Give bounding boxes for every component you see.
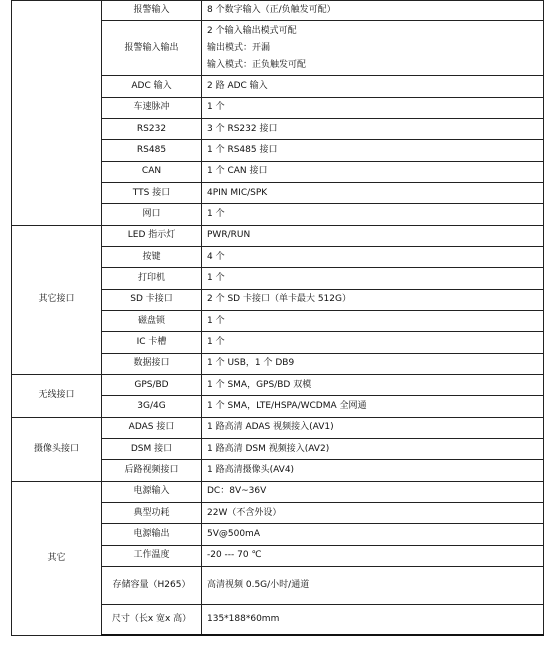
value-line: DC：8V~36V (207, 486, 267, 497)
item-cell: SD 卡接口 (102, 289, 202, 310)
value-cell (202, 503, 544, 524)
item-cell: RS232 (102, 118, 202, 139)
value-cell (202, 332, 544, 353)
item-cell: 尺寸（长x 宽x 高） (102, 604, 202, 635)
item-cell: 按键 (102, 246, 202, 267)
value-line: 8 个数字输入（正/负触发可配） (207, 5, 336, 16)
value-cell (202, 289, 544, 310)
value-line: 135*188*60mm (207, 613, 280, 624)
value-line: PWR/RUN (207, 230, 251, 241)
value-line: 1 个 (207, 208, 225, 219)
value-line: 1 路高清摄像头(AV4) (207, 465, 295, 476)
item-cell: 报警输入 (102, 1, 202, 21)
item-cell: 车速脉冲 (102, 97, 202, 118)
item-cell: 3G/4G (102, 396, 202, 417)
value-cell (202, 524, 544, 545)
category-cell (12, 1, 102, 226)
value-cell (202, 97, 544, 118)
value-cell (202, 375, 544, 396)
value-cell (202, 161, 544, 182)
item-cell: 网口 (102, 204, 202, 225)
value-cell (202, 604, 544, 635)
value-line: 输出模式：开漏 (207, 42, 271, 53)
value-line: 1 个 (207, 102, 225, 113)
category-cell: 其它 (12, 481, 102, 635)
item-cell: 打印机 (102, 268, 202, 289)
value-cell (202, 21, 544, 76)
category-cell: 摄像头接口 (12, 417, 102, 481)
table-row (12, 375, 544, 396)
value-cell (202, 246, 544, 267)
item-cell: ADAS 接口 (102, 417, 202, 438)
value-cell (202, 268, 544, 289)
value-line: 2 个输入输出模式可配 (207, 25, 297, 36)
value-line: 4PIN MIC/SPK (207, 187, 268, 198)
value-line: 1 个 RS485 接口 (207, 144, 278, 155)
value-cell (202, 1, 544, 21)
value-line: 2 个 SD 卡接口（单卡最大 512G） (207, 294, 351, 305)
table-row (12, 481, 544, 502)
value-line: 1 个 SMA，GPS/BD 双模 (207, 379, 312, 390)
value-line: 1 个 USB，1 个 DB9 (207, 358, 295, 369)
value-cell (202, 545, 544, 566)
value-line: 2 路 ADC 输入 (207, 80, 268, 91)
value-cell (202, 353, 544, 374)
table-row (12, 225, 544, 246)
value-cell (202, 567, 544, 605)
item-cell: 工作温度 (102, 545, 202, 566)
value-line: 输入模式：正负触发可配 (207, 59, 307, 70)
value-cell (202, 225, 544, 246)
value-cell (202, 76, 544, 97)
value-cell (202, 311, 544, 332)
item-cell: ADC 输入 (102, 76, 202, 97)
value-line: 5V@500mA (207, 529, 260, 540)
item-cell: DSM 接口 (102, 439, 202, 460)
item-cell: IC 卡槽 (102, 332, 202, 353)
item-cell: 报警输入输出 (102, 21, 202, 76)
value-line: 1 个 (207, 273, 225, 283)
item-cell: GPS/BD (102, 375, 202, 396)
item-cell: LED 指示灯 (102, 225, 202, 246)
item-cell: 磁盘锁 (102, 311, 202, 332)
item-cell: 典型功耗 (102, 503, 202, 524)
value-line: 3 个 RS232 接口 (207, 123, 278, 134)
value-line: 1 个 CAN 接口 (207, 166, 268, 177)
value-cell (202, 460, 544, 481)
value-cell (202, 204, 544, 225)
item-cell: 数据接口 (102, 353, 202, 374)
item-cell: CAN (102, 161, 202, 182)
item-cell: 存储容量（H265） (102, 567, 202, 605)
category-cell: 无线接口 (12, 375, 102, 418)
item-cell: RS485 (102, 140, 202, 161)
item-cell: 电源输入 (102, 481, 202, 502)
value-line: -20 --- 70 ℃ (207, 550, 262, 561)
item-cell: 电源输出 (102, 524, 202, 545)
value-cell (202, 417, 544, 438)
value-line: 高清视频 0.5G/小时/通道 (207, 579, 310, 590)
table-row (12, 417, 544, 438)
value-cell (202, 140, 544, 161)
value-cell (202, 481, 544, 502)
value-line: 1 个 (207, 337, 225, 348)
category-cell: 其它接口 (12, 225, 102, 374)
spec-table-body (12, 1, 544, 636)
value-cell (202, 118, 544, 139)
table-row (12, 1, 544, 21)
value-line: 1 个 (207, 315, 225, 326)
item-cell: 后路视频接口 (102, 460, 202, 481)
value-line: 1 路高清 ADAS 视频接入(AV1) (207, 422, 334, 433)
value-cell (202, 396, 544, 417)
value-line: 1 路高清 DSM 视频接入(AV2) (207, 443, 330, 454)
value-cell (202, 439, 544, 460)
value-cell (202, 182, 544, 203)
value-line: 4 个 (207, 251, 225, 262)
item-cell: TTS 接口 (102, 182, 202, 203)
value-line: 1 个 SMA，LTE/HSPA/WCDMA 全网通 (207, 401, 367, 412)
spec-table (11, 0, 544, 636)
value-line: 22W（不含外设） (207, 507, 282, 518)
